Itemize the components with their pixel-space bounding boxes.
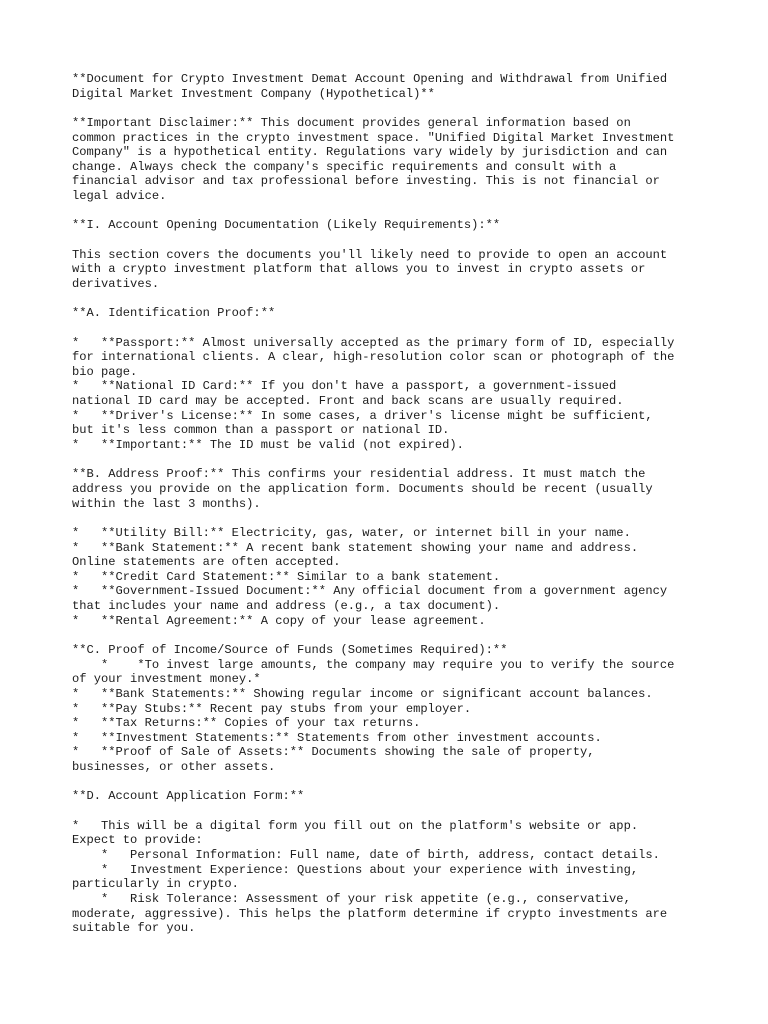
subsection-heading: **A. Identification Proof:**: [72, 306, 276, 321]
paragraph-line: within the last 3 months).: [72, 496, 261, 511]
list-item-line: * This will be a digital form you fill out on the platform's website or app.: [72, 818, 639, 833]
list-item-line: Expect to provide:: [72, 833, 203, 848]
subsection-heading: **D. Account Application Form:**: [72, 789, 305, 804]
list-item-line: * **Rental Agreement:** A copy of your lease agreement.: [72, 613, 486, 628]
paragraph-line: address you provide on the application form. Documents should be recent (usually: [72, 481, 653, 496]
blank-line: [72, 511, 712, 526]
blank-line: [72, 321, 712, 336]
title-line: Digital Market Investment Company (Hypothetical)**: [72, 86, 435, 101]
list-item-line: suitable for you.: [72, 921, 196, 936]
list-item-line: * Personal Information: Full name, date of birth, address, contact details.: [72, 847, 660, 862]
subsection-heading: **B. Address Proof:** This confirms your residential address. It must match the: [72, 467, 646, 482]
blank-line: [72, 453, 712, 468]
list-item-line: * **Government-Issued Document:** Any official document from a government agency: [72, 584, 668, 599]
list-item-line: * Risk Tolerance: Assessment of your risk appetite (e.g., conservative,: [72, 891, 631, 906]
list-item-line: * **Proof of Sale of Assets:** Documents showing the sale of property,: [72, 745, 595, 760]
list-item-line: * **Bank Statements:** Showing regular income or significant account balances.: [72, 686, 653, 701]
list-item-line: bio page.: [72, 364, 138, 379]
blank-line: [72, 101, 712, 116]
document-page: [72, 72, 712, 936]
list-item-line: moderate, aggressive). This helps the platform determine if crypto investments are: [72, 906, 668, 921]
paragraph-line: This section covers the documents you'll likely need to provide to open an account: [72, 247, 668, 262]
list-item-line: for international clients. A clear, high-resolution color scan or photograph of the: [72, 350, 675, 365]
list-item-line: * **National ID Card:** If you don't have a passport, a government-issued: [72, 379, 617, 394]
blank-line: [72, 628, 712, 643]
paragraph-line: with a crypto investment platform that allows you to invest in crypto assets or: [72, 262, 646, 277]
blank-line: [72, 292, 712, 307]
section-heading: **I. Account Opening Documentation (Likely Requirements):**: [72, 218, 501, 233]
blank-line: [72, 204, 712, 219]
disclaimer-line: change. Always check the company's specific requirements and consult with a: [72, 159, 617, 174]
subsection-heading: **C. Proof of Income/Source of Funds (Sometimes Required):**: [72, 642, 508, 657]
blank-line: [72, 804, 712, 819]
blank-line: [72, 233, 712, 248]
paragraph-line: derivatives.: [72, 276, 160, 291]
disclaimer-line: **Important Disclaimer:** This document provides general information based on: [72, 115, 631, 130]
list-item-line: particularly in crypto.: [72, 877, 239, 892]
list-item-line: * **Important:** The ID must be valid (not expired).: [72, 438, 464, 453]
list-item-line: * **Passport:** Almost universally accepted as the primary form of ID, especially: [72, 335, 675, 350]
list-item-line: that includes your name and address (e.g., a tax document).: [72, 599, 501, 614]
list-item-line: * **Utility Bill:** Electricity, gas, water, or internet bill in your name.: [72, 525, 631, 540]
disclaimer-line: Company" is a hypothetical entity. Regulations vary widely by jurisdiction and can: [72, 145, 668, 160]
list-item-line: * **Bank Statement:** A recent bank statement showing your name and address.: [72, 540, 639, 555]
disclaimer-line: financial advisor and tax professional before investing. This is not financial or: [72, 174, 660, 189]
list-item-line: of your investment money.*: [72, 672, 261, 687]
list-item-line: * **Pay Stubs:** Recent pay stubs from your employer.: [72, 701, 472, 716]
list-item-line: * **Driver's License:** In some cases, a driver's license might be sufficient,: [72, 408, 653, 423]
list-item-line: national ID card may be accepted. Front and back scans are usually required.: [72, 394, 624, 409]
list-item-line: * Investment Experience: Questions about your experience with investing,: [72, 862, 639, 877]
list-item-line: * **Credit Card Statement:** Similar to a bank statement.: [72, 569, 501, 584]
title-line: **Document for Crypto Investment Demat Account Opening and Withdrawal from Unified: [72, 72, 668, 86]
list-item-line: businesses, or other assets.: [72, 760, 276, 775]
list-item-line: but it's less common than a passport or national ID.: [72, 423, 450, 438]
list-item-line: * **Tax Returns:** Copies of your tax returns.: [72, 716, 421, 731]
list-item-line: * **Investment Statements:** Statements from other investment accounts.: [72, 730, 602, 745]
disclaimer-line: legal advice.: [72, 189, 167, 204]
disclaimer-line: common practices in the crypto investment space. "Unified Digital Market Investment: [72, 130, 675, 145]
list-item-line: * *To invest large amounts, the company may require you to verify the source: [72, 657, 675, 672]
blank-line: [72, 775, 712, 790]
list-item-line: Online statements are often accepted.: [72, 555, 341, 570]
